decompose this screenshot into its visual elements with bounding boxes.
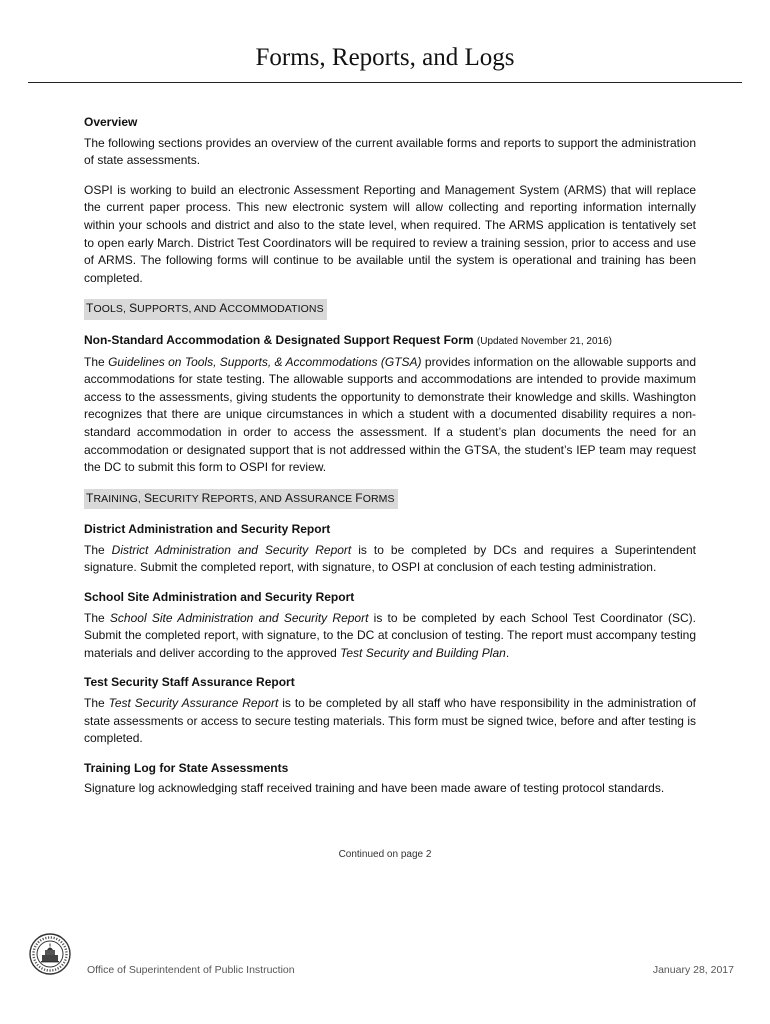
district-report-heading: District Administration and Security Report [84, 522, 331, 537]
document-body [84, 114, 696, 798]
school-report-description: The School Site Administration and Security Report is to be completed by each School Test Coordinator (SC). Submit the completed report, with signature, to the DC at conclusion of testing. The report must accompany testing materials and deliver according to the approved Test Security and Building Plan. [84, 610, 696, 660]
title-rule [28, 82, 742, 83]
nsa-form-heading: Non-Standard Accommodation & Designated Support Request Form (Updated November 21, 2016) [84, 332, 612, 347]
ospi-seal-icon [29, 933, 71, 975]
section-label-tools: TOOLS, SUPPORTS, AND ACCOMMODATIONS [84, 299, 327, 320]
footer-date: January 28, 2017 [652, 964, 734, 976]
overview-paragraph-1: The following sections provides an overview of the current available forms and reports to support the administration of state assessments. [84, 135, 696, 168]
page-title: Forms, Reports, and Logs [255, 44, 515, 71]
footer-organization: Office of Superintendent of Public Instruction [87, 964, 295, 976]
staff-assurance-heading: Test Security Staff Assurance Report [84, 675, 295, 690]
overview-heading: Overview [84, 115, 138, 129]
overview-paragraph-2: OSPI is working to build an electronic Assessment Reporting and Management System (ARMS) that will replace the current paper process. This new electronic system will allow collecting and reporting information internally within your schools and district and also to the state level, when required. The ARMS application is tentatively set to open early March. District Test Coordinators will be required to review a training session, prior to access and use of ARMS. The following forms will continue to be available until the system is operational and training has been completed. [84, 182, 696, 285]
training-log-description: Signature log acknowledging staff received training and have been made aware of testing protocol standards. [84, 781, 665, 796]
section-label-training: TRAINING, SECURITY REPORTS, AND ASSURANCE FORMS [84, 489, 398, 510]
school-report-heading: School Site Administration and Security Report [84, 590, 355, 605]
nsa-form-description: The Guidelines on Tools, Supports, & Accommodations (GTSA) provides information on the allowable supports and accommodations for state testing. The allowable supports and accommodations are intended to provide maximum access to the assessments, giving students the opportunity to demonstrate their knowledge and skills. Washington recognizes that there are unique circumstances in which a student with a documented disability requires a non-standard accommodation in order to access the assessment. If a student’s plan documents the need for an accommodation or designated support that is not addressed within the GTSA, the student’s IEP team may request the DC to submit this form to OSPI for review. [84, 354, 697, 475]
district-report-description: The District Administration and Security Report is to be completed by DCs and requires a Superintendent signature. Submit the completed report, with signature, to OSPI at conclusion of each testing administration. [84, 542, 696, 575]
continued-note: Continued on page 2 [338, 849, 432, 860]
staff-assurance-description: The Test Security Assurance Report is to be completed by all staff who have responsibility in the administration of state assessments or access to secure testing materials. This form must be signed twice, before and after testing is completed. [84, 696, 696, 746]
updated-date: (Updated November 21, 2016) [476, 335, 612, 347]
training-log-heading: Training Log for State Assessments [84, 760, 289, 775]
